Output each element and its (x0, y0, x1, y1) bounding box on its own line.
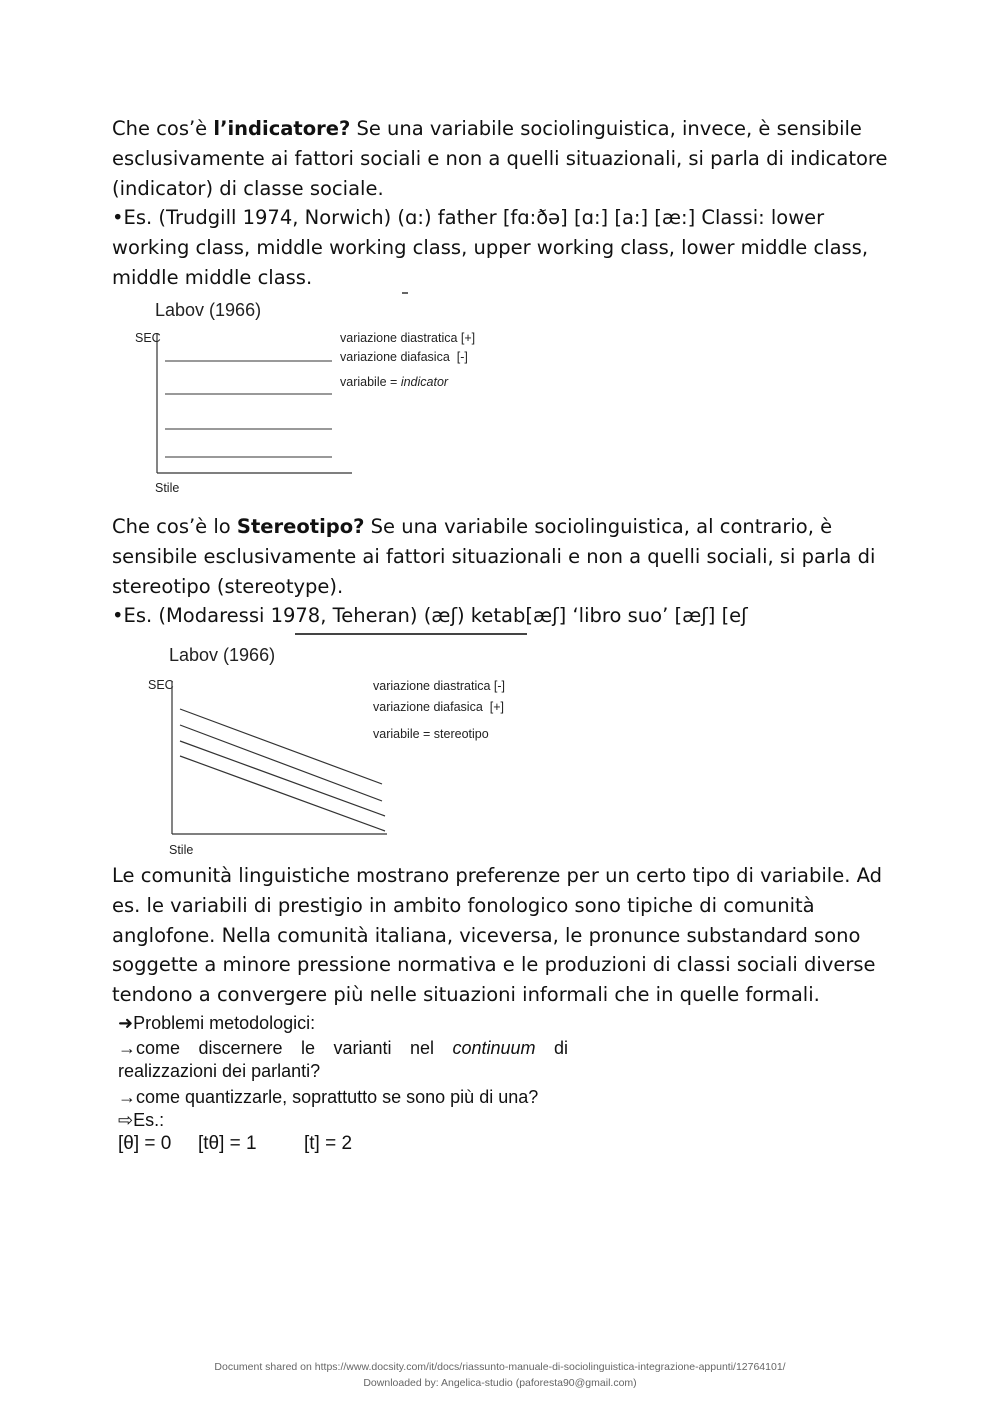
stereotype-example: •Es. (Modaressi 1978, Teheran) (æʃ) ketab[æʃ] ‘libro suo’ [æʃ] [eʃ (112, 604, 748, 627)
community-paragraph: Le comunità linguistiche mostrano preferenze per un certo tipo di variabile. Ad es. le variabili di prestigio in ambito fonologico sono tipiche di comunità anglofone. Nella comunità italiana, viceversa, le pronunce substandard sono soggette a minore pressione normativa e le produzioni di classi sociali diverse tendono a convergere più nelle situazioni informali che in quelle formali. (112, 864, 882, 1007)
stereotype-definition: Che cos’è lo Stereotipo? Se una variabile sociolinguistica, al contrario, è sensibile esclusivamente ai fattori situazionali e non a quelli sociali, si parla di stereotipo (stereotype). (112, 515, 876, 598)
figure-title: Labov (1966) (155, 300, 262, 320)
indicator-example: •Es. (Trudgill 1974, Norwich) (ɑ:) father [fɑ:ðə] [ɑ:] [a:] [æ:] Classi: lower working class, middle working class, upper working class, lower middle class, middle middle class. (112, 206, 869, 289)
legend-diaphasic: variazione diafasica [+] (373, 700, 504, 714)
variable-line-4 (180, 756, 385, 831)
figure-indicator-diagram (130, 290, 530, 500)
legend-diaphasic: variazione diafasica [-] (340, 350, 468, 364)
variable-line-3 (180, 741, 385, 816)
methodology-question-1: →come discernere le varianti nel continuum di (118, 1038, 568, 1058)
variable-line-1 (180, 709, 382, 784)
formula-term-1: [θ] = 0 (118, 1133, 172, 1154)
methodology-question-2: →come quantizzarle, soprattutto se sono più di una? (118, 1087, 539, 1107)
methodology-example-label: ⇨Es.: (118, 1110, 165, 1130)
figure-stereotype-diagram (145, 638, 545, 863)
stereotype-term: Stereotipo? (236, 515, 365, 538)
variable-line-2 (180, 725, 382, 801)
y-axis-label: SEC (135, 331, 161, 345)
stereotype-diagram-lines (145, 638, 545, 863)
footer-shared-link: Document shared on https://www.docsity.com/it/docs/riassunto-manuale-di-sociolinguistica-integrazione-appunti/12764101/ (214, 1361, 786, 1373)
figure-title: Labov (1966) (169, 645, 276, 665)
methodology-block (118, 1012, 568, 1155)
indicator-definition: Che cos’è l’indicatore? Se una variabile sociolinguistica, invece, è sensibile esclusivamente ai fattori sociali e non a quelli situazionali, si parla di indicatore (indicator) di classe sociale. (112, 117, 888, 200)
methodology-heading: ➜Problemi metodologici: (118, 1013, 316, 1033)
x-axis-label: Stile (155, 481, 180, 495)
footer-downloaded-by: Downloaded by: Angelica-studio (paforesta90@gmail.com) (363, 1377, 637, 1389)
indicator-diagram-lines (130, 290, 530, 500)
formula-term-2: [tθ] = 1 (198, 1133, 257, 1154)
variable-type-label: variabile = stereotipo (373, 727, 489, 741)
indicator-term: l’indicatore? (213, 117, 351, 140)
formula-term-3: [t] = 2 (304, 1133, 353, 1154)
x-axis-label: Stile (169, 843, 194, 857)
variable-type-label: variabile = indicator (340, 375, 449, 389)
y-axis-label: SEC (148, 678, 174, 692)
methodology-question-1-cont: realizzazioni dei parlanti? (118, 1061, 321, 1081)
methodology-formula (118, 1132, 568, 1155)
legend-diastratic: variazione diastratica [-] (373, 679, 506, 693)
legend-diastratic: variazione diastratica [+] (340, 331, 476, 345)
